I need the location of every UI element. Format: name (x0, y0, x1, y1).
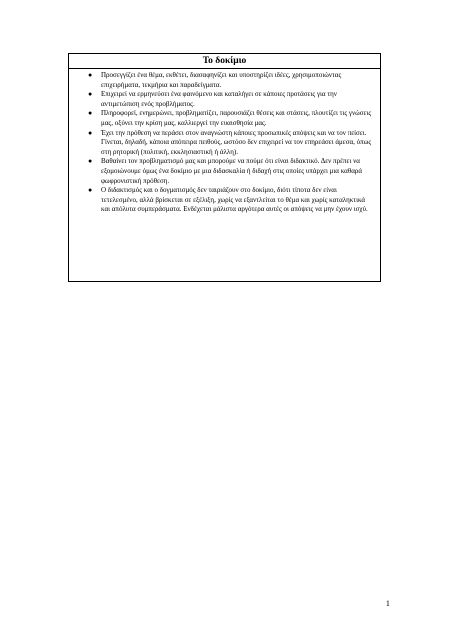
list-item-text: Έχει την πρόθεση να περάσει στον αναγνώστη κάποιες προσωπικές απόψεις και να τον πείσει. Γίνεται, δηλαδή, κάποια απόπειρα πειθούς, ωστόσο δεν επιχειρεί να τον επηρεάσει άμεσα, όπως στη ρητορική (πολιτική, εκκλησιαστική ή άλλη). (101, 128, 372, 156)
bullet-list (69, 69, 380, 215)
box-title: Το δοκίμιο (69, 54, 380, 69)
list-item-text: Προσεγγίζει ένα θέμα, εκθέτει, διασαφηνίζει και υποστηρίζει ιδέες, χρησιμοποιώντας επιχειρήματα, τεκμήρια και παραδείγματα. (101, 71, 342, 89)
bullet-icon: ● (88, 90, 93, 99)
bullet-icon: ● (88, 71, 93, 79)
bullet-icon: ● (88, 157, 93, 166)
bullet-icon: ● (88, 128, 93, 137)
list-item (69, 186, 372, 215)
list-item (69, 109, 372, 128)
list-item-text: Πληροφορεί, ενημερώνει, προβληματίζει, παρουσιάζει θέσεις και στάσεις, πλουτίζει τις γνώσεις μας, οξύνει την κρίση μας, καλλιεργεί την ευαισθησία μας. (101, 109, 372, 127)
list-item (69, 157, 372, 186)
bullet-icon: ● (88, 186, 93, 195)
list-item-text: Επιχειρεί να ερμηνεύσει ένα φαινόμενο και καταλήγει σε κάποιες προτάσεις για την αντιμετώπιση ενός προβλήματος. (101, 90, 337, 108)
list-item-text: Ο διδακτισμός και ο δογματισμός δεν ταιριάζουν στο δοκίμιο, διότι τίποτα δεν είναι τετελεσμένο, αλλά βρίσκεται σε εξέλιξη, χωρίς να εξαντλείται το θέμα και χωρίς καταληκτικά και απόλυτα συμπεράσματα. Ενδέχεται μάλιστα αργότερα αυτές οι απόψεις να μην έχουν ισχύ. (101, 186, 368, 214)
list-item (69, 90, 372, 109)
list-item (69, 129, 372, 158)
list-item (69, 71, 372, 90)
page-number: 1 (385, 598, 390, 608)
summary-box (68, 53, 381, 282)
bullet-icon: ● (88, 109, 93, 118)
list-item-text: Βαθαίνει τον προβληματισμό μας και μπορούμε να πούμε ότι είναι διδακτικό. Δεν πρέπει να εξομοιώνουμε όμως ένα δοκίμιο με μια διδασκαλία ή διδαχή στις οποίες υπάρχει μια καθαρά φωφρονιστική πρόθεση. (101, 157, 363, 185)
